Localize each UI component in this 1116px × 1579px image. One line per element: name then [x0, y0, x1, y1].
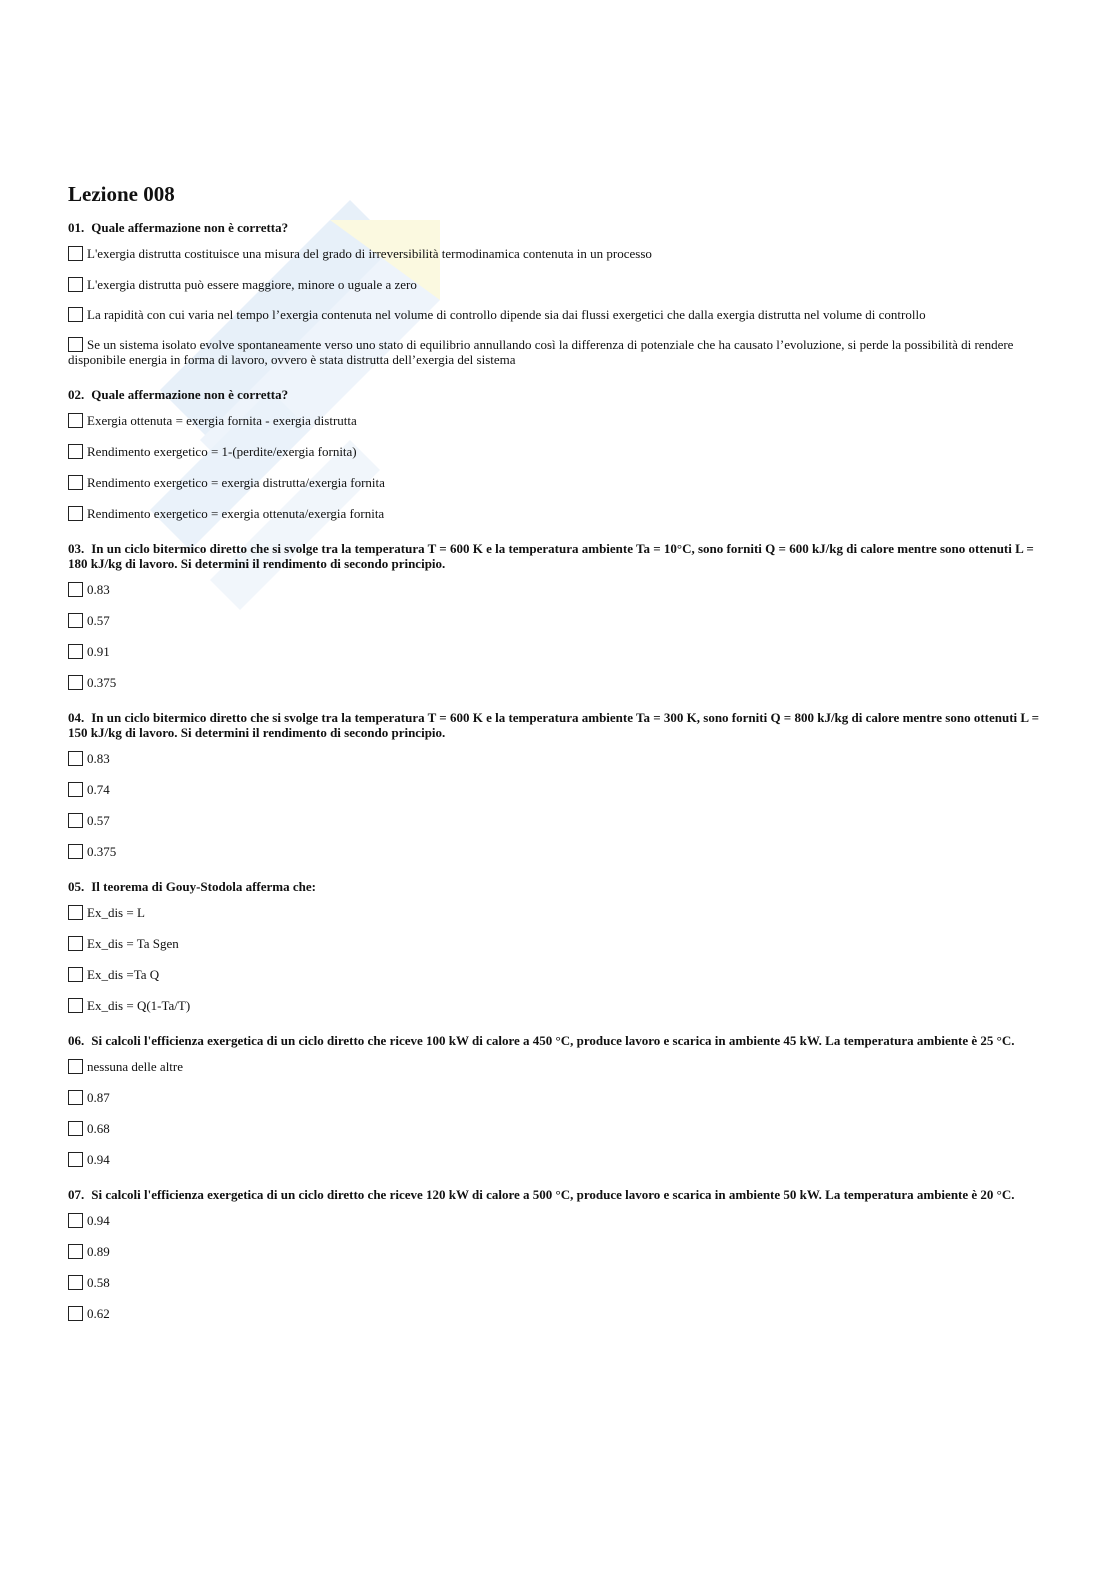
answer-checkbox[interactable]: [68, 782, 83, 797]
answer-checkbox[interactable]: [68, 506, 83, 521]
answer-checkbox[interactable]: [68, 813, 83, 828]
answer-checkbox[interactable]: [68, 277, 83, 292]
answer-label: L'exergia distrutta costituisce una misura del grado di irreversibilità termodinamica contenuta in un processo: [87, 245, 652, 261]
answer-option: [68, 412, 1048, 428]
answer-checkbox[interactable]: [68, 1121, 83, 1136]
answer-option: [68, 904, 1048, 920]
answer-label: 0.94: [87, 1212, 110, 1228]
answer-option: [68, 843, 1048, 859]
answer-label: 0.91: [87, 643, 110, 659]
answer-checkbox[interactable]: [68, 1244, 83, 1259]
question-prompt: In un ciclo bitermico diretto che si svolge tra la temperatura T = 600 K e la temperatura ambiente Ta = 10°C, sono forniti Q = 600 kJ/kg di calore mentre sono ottenuti L = 180 kJ/kg di lavoro. Si determini il rendimento di secondo principio.: [68, 541, 1034, 571]
answer-option: [68, 337, 1048, 367]
answer-option: [68, 474, 1048, 490]
answer-checkbox[interactable]: [68, 998, 83, 1013]
answer-option: [68, 1151, 1048, 1167]
answer-checkbox[interactable]: [68, 644, 83, 659]
question-number: 07.: [68, 1187, 85, 1202]
question-number: 02.: [68, 387, 85, 402]
document-page: [68, 180, 1048, 1341]
question-number: 05.: [68, 879, 85, 894]
answer-label: 0.62: [87, 1305, 110, 1321]
answer-checkbox[interactable]: [68, 613, 83, 628]
question-7: [68, 1187, 1048, 1321]
answer-label: 0.57: [87, 612, 110, 628]
answer-checkbox[interactable]: [68, 751, 83, 766]
answer-option: [68, 997, 1048, 1013]
answer-label: 0.375: [87, 843, 117, 859]
answer-option: [68, 674, 1048, 690]
answer-option: [68, 781, 1048, 797]
answer-option: [68, 1305, 1048, 1321]
question-text: [68, 220, 1048, 235]
question-text: [68, 710, 1048, 740]
question-text: [68, 1187, 1048, 1202]
question-6: [68, 1033, 1048, 1167]
answer-checkbox[interactable]: [68, 246, 83, 261]
answer-option: [68, 581, 1048, 597]
answer-checkbox[interactable]: [68, 444, 83, 459]
answer-option: [68, 1058, 1048, 1074]
answer-checkbox[interactable]: [68, 1213, 83, 1228]
answer-label: Rendimento exergetico = exergia ottenuta/exergia fornita: [87, 505, 385, 521]
answer-checkbox[interactable]: [68, 675, 83, 690]
question-text: [68, 387, 1048, 402]
answer-option: [68, 276, 1048, 292]
answer-checkbox[interactable]: [68, 582, 83, 597]
question-1: [68, 220, 1048, 367]
answer-option: [68, 245, 1048, 261]
answer-checkbox[interactable]: [68, 1059, 83, 1074]
answer-option: [68, 966, 1048, 982]
answer-label: 0.83: [87, 750, 110, 766]
answer-label: 0.74: [87, 781, 110, 797]
answer-checkbox[interactable]: [68, 1152, 83, 1167]
answer-label: 0.58: [87, 1274, 110, 1290]
answer-label: La rapidità con cui varia nel tempo l’exergia contenuta nel volume di controllo dipende sia dai flussi exergetici che dalla exergia distrutta nel volume di controllo: [87, 307, 926, 322]
answer-label: 0.375: [87, 674, 117, 690]
answer-label: 0.83: [87, 581, 110, 597]
question-list: [68, 220, 1048, 1321]
question-number: 04.: [68, 710, 85, 725]
question-text: [68, 541, 1048, 571]
answer-label: 0.68: [87, 1120, 110, 1136]
answer-option: [68, 935, 1048, 951]
question-4: [68, 710, 1048, 859]
answer-checkbox[interactable]: [68, 936, 83, 951]
answer-checkbox[interactable]: [68, 1090, 83, 1105]
answer-option: [68, 443, 1048, 459]
answer-label: Se un sistema isolato evolve spontaneamente verso uno stato di equilibrio annullando così la differenza di potenziale che ha causato l’evoluzione, si perde la possibilità di rendere disponibile energia in forma di lavoro, ovvero è stata distrutta dell’exergia del sistema: [68, 337, 1014, 367]
question-text: [68, 879, 1048, 894]
answer-option: [68, 1120, 1048, 1136]
answer-checkbox[interactable]: [68, 475, 83, 490]
answer-option: [68, 1089, 1048, 1105]
answer-label: 0.94: [87, 1151, 110, 1167]
answer-option: [68, 1243, 1048, 1259]
question-prompt: Si calcoli l'efficienza exergetica di un ciclo diretto che riceve 120 kW di calore a 500 °C, produce lavoro e scarica in ambiente 50 kW. La temperatura ambiente è 20 °C.: [91, 1187, 1015, 1202]
answer-checkbox[interactable]: [68, 413, 83, 428]
answer-label: nessuna delle altre: [87, 1058, 184, 1074]
question-2: [68, 387, 1048, 521]
answer-label: Ex_dis =Ta Q: [87, 966, 160, 982]
answer-checkbox[interactable]: [68, 967, 83, 982]
question-text: [68, 1033, 1048, 1048]
question-prompt: In un ciclo bitermico diretto che si svolge tra la temperatura T = 600 K e la temperatura ambiente Ta = 300 K, sono forniti Q = 800 kJ/kg di calore mentre sono ottenuti L = 150 kJ/kg di lavoro. Si determini il rendimento di secondo principio.: [68, 710, 1040, 740]
question-5: [68, 879, 1048, 1013]
answer-checkbox[interactable]: [68, 844, 83, 859]
answer-label: Rendimento exergetico = exergia distrutta/exergia fornita: [87, 474, 385, 490]
answer-option: [68, 750, 1048, 766]
answer-label: L'exergia distrutta può essere maggiore, minore o uguale a zero: [87, 276, 417, 292]
answer-label: Ex_dis = Q(1-Ta/T): [87, 997, 191, 1013]
question-prompt: Quale affermazione non è corretta?: [91, 220, 289, 235]
answer-label: 0.89: [87, 1243, 110, 1259]
question-number: 01.: [68, 220, 85, 235]
question-prompt: Quale affermazione non è corretta?: [91, 387, 289, 402]
answer-option: [68, 307, 1048, 322]
answer-label: Ex_dis = Ta Sgen: [87, 935, 179, 951]
answer-label: Rendimento exergetico = 1-(perdite/exergia fornita): [87, 443, 357, 459]
page-title: Lezione 008: [68, 182, 175, 206]
question-prompt: Si calcoli l'efficienza exergetica di un ciclo diretto che riceve 100 kW di calore a 450 °C, produce lavoro e scarica in ambiente 45 kW. La temperatura ambiente è 25 °C.: [91, 1033, 1015, 1048]
answer-option: [68, 1212, 1048, 1228]
answer-option: [68, 612, 1048, 628]
answer-checkbox[interactable]: [68, 337, 83, 352]
answer-label: 0.57: [87, 812, 110, 828]
question-prompt: Il teorema di Gouy-Stodola afferma che:: [91, 879, 316, 894]
answer-option: [68, 643, 1048, 659]
answer-label: Exergia ottenuta = exergia fornita - exergia distrutta: [87, 412, 357, 428]
answer-option: [68, 505, 1048, 521]
question-number: 03.: [68, 541, 85, 556]
answer-label: Ex_dis = L: [87, 904, 145, 920]
answer-checkbox[interactable]: [68, 1275, 83, 1290]
answer-checkbox[interactable]: [68, 307, 83, 322]
answer-checkbox[interactable]: [68, 905, 83, 920]
question-number: 06.: [68, 1033, 85, 1048]
answer-option: [68, 812, 1048, 828]
answer-label: 0.87: [87, 1089, 110, 1105]
answer-option: [68, 1274, 1048, 1290]
answer-checkbox[interactable]: [68, 1306, 83, 1321]
question-3: [68, 541, 1048, 690]
